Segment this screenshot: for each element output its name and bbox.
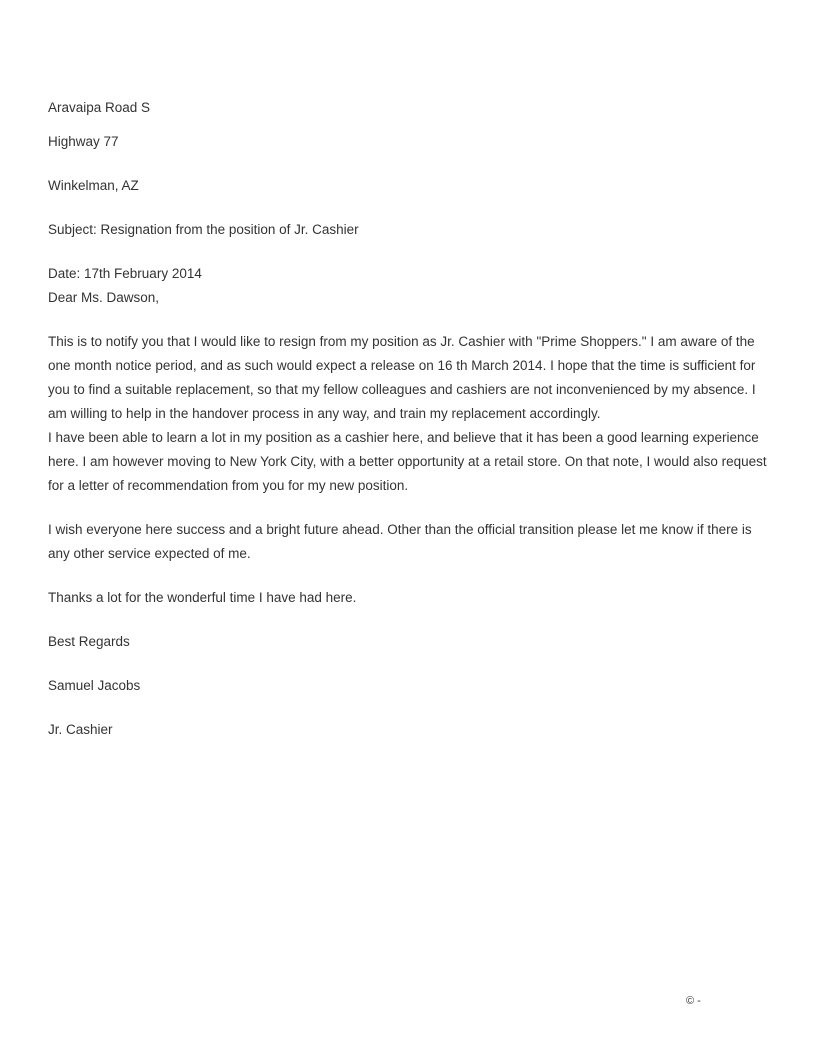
address-line-1: Aravaipa Road S [48,100,151,115]
body-paragraph-3 [48,518,752,566]
paragraph-line: for a letter of recommendation from you for my new position. [48,478,409,493]
body-paragraph-4: Thanks a lot for the wonderful time I have had here. [48,590,357,605]
signature-name: Samuel Jacobs [48,678,141,693]
closing: Best Regards [48,634,130,649]
address-line-3: Winkelman, AZ [48,178,139,193]
subject-line: Subject: Resignation from the position of Jr. Cashier [48,222,359,237]
paragraph-line: you to find a suitable replacement, so that my fellow colleagues and cashiers are not inconvenienced by my absence. I [48,382,756,397]
paragraph-line: here. I am however moving to New York City, with a better opportunity at a retail store. On that note, I would also request [48,454,767,469]
signature-title: Jr. Cashier [48,722,113,737]
salutation: Dear Ms. Dawson, [48,290,160,305]
body-paragraph-1 [48,330,756,426]
footer-copyright: © - [686,995,701,1007]
address-line-2: Highway 77 [48,134,119,149]
paragraph-line: any other service expected of me. [48,546,251,561]
paragraph-line: I have been able to learn a lot in my position as a cashier here, and believe that it has been a good learning experience [48,430,759,445]
paragraph-line: am willing to help in the handover process in any way, and train my replacement accordingly. [48,406,601,421]
paragraph-line: This is to notify you that I would like to resign from my position as Jr. Cashier with "Prime Shoppers." I am aware of the [48,334,755,349]
body-paragraph-2 [48,426,767,498]
paragraph-line: one month notice period, and as such would expect a release on 16 th March 2014. I hope that the time is sufficient for [48,358,756,373]
paragraph-line: I wish everyone here success and a bright future ahead. Other than the official transition please let me know if there is [48,522,752,537]
date-line: Date: 17th February 2014 [48,266,202,281]
